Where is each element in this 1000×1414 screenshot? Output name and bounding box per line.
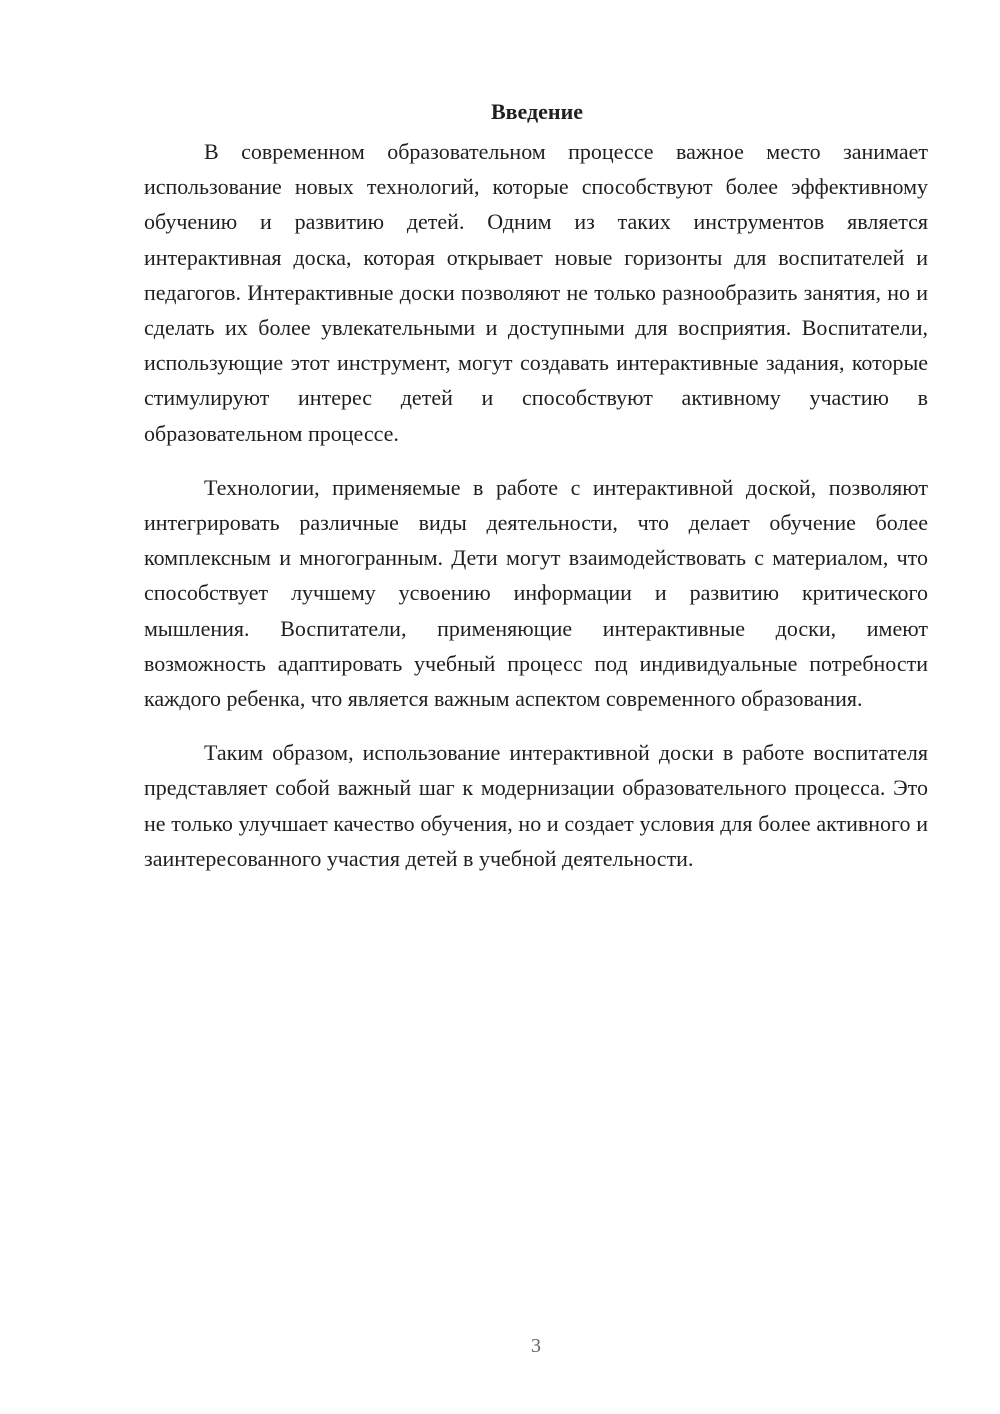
paragraph-2: Технологии, применяемые в работе с интерактивной доской, позволяют интегрировать различные виды деятельности, что делает обучение более комплексным и многогранным. Дети могут взаимодействовать с материалом, что способствует лучшему усвоению информации и развитию критического мышления. Воспитатели, применяющие интерактивные доски, имеют возможность адаптировать учебный процесс под индивидуальные потребности каждого ребенка, что является важным аспектом современного образования. xyxy=(144,474,928,712)
paragraph-1: В современном образовательном процессе важное место занимает использование новых технологий, которые способствуют более эффективному обучению и развитию детей. Одним из таких инструментов является интерактивная доска, которая открывает новые горизонты для воспитателей и педагогов. Интерактивные доски позволяют не только разнообразить занятия, но и сделать их более увлекательными и доступными для восприятия. Воспитатели, использующие этот инструмент, могут создавать интерактивные задания, которые стимулируют интерес детей и способствуют активному участию в образовательном процессе. xyxy=(144,139,928,446)
page-content xyxy=(144,94,928,895)
paragraph-3: Таким образом, использование интерактивной доски в работе воспитателя представляет собой важный шаг к модернизации образовательного процесса. Это не только улучшает качество обучения, но и создает условия для более активного и заинтересованного участия детей в учебной деятельности. xyxy=(144,740,928,871)
page-number: 3 xyxy=(531,1335,541,1357)
page-title: Введение xyxy=(490,99,584,124)
